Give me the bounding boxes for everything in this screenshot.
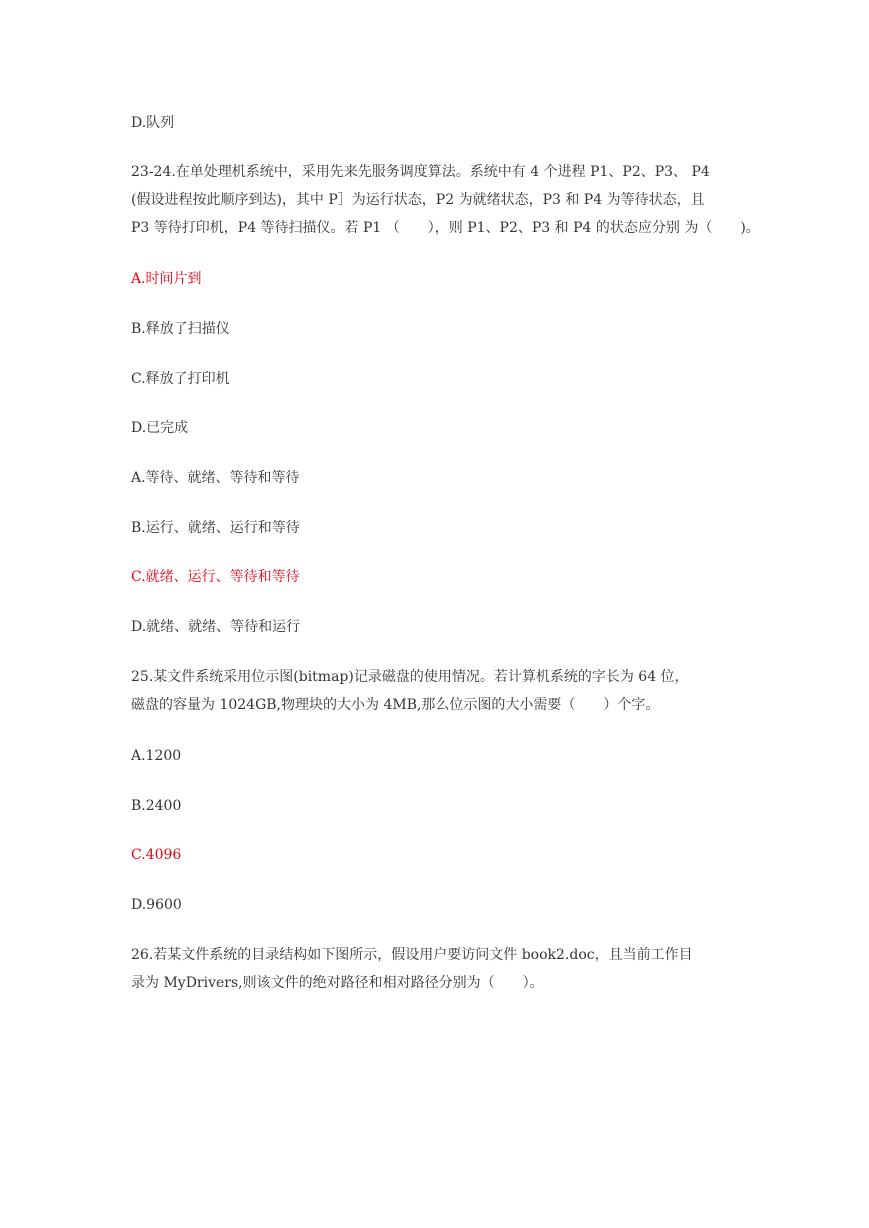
q25-option-b: B.2400 bbox=[131, 798, 182, 814]
q24-option-a: A.等待、就绪、等待和等待 bbox=[131, 470, 300, 486]
q26-question-line-2: 录为 MyDrivers,则该文件的绝对路径和相对路径分别为（ ）。 bbox=[131, 975, 544, 991]
q23-option-a-answer: A.时间片到 bbox=[131, 271, 202, 287]
q25-option-d: D.9600 bbox=[131, 897, 182, 913]
q23-option-d: D.已完成 bbox=[131, 420, 189, 436]
q23-24-question-line-2: (假设进程按此顺序到达)，其中 P］为运行状态，P2 为就绪状态，P3 和 P4 为等待状态，且 bbox=[131, 192, 705, 208]
q25-question-line-1: 25.某文件系统采用位示图(bitmap)记录磁盘的使用情况。若计算机系统的字长为 64 位， bbox=[131, 669, 689, 685]
q25-question-line-2: 磁盘的容量为 1024GB,物理块的大小为 4MB,那么位示图的大小需要（ ）个字。 bbox=[131, 697, 660, 713]
q25-option-c-answer: C.4096 bbox=[131, 847, 182, 863]
q23-option-b: B.释放了扫描仪 bbox=[131, 321, 230, 337]
q24-option-c-answer: C.就绪、运行、等待和等待 bbox=[131, 569, 300, 585]
q23-24-question-line-3: P3 等待打印机，P4 等待扫描仪。若 P1 （ ），则 P1、P2、P3 和 P4 的状态应分别 为（ )。 bbox=[131, 220, 760, 236]
q26-question-line-1: 26.若某文件系统的目录结构如下图所示，假设用户要访问文件 book2.doc，且当前工作目 bbox=[131, 947, 693, 963]
q22-option-d: D.队列 bbox=[131, 115, 175, 131]
q24-option-d: D.就绪、就绪、等待和运行 bbox=[131, 619, 301, 635]
q25-option-a: A.1200 bbox=[131, 748, 182, 764]
q23-option-c: C.释放了打印机 bbox=[131, 371, 230, 387]
q24-option-b: B.运行、就绪、运行和等待 bbox=[131, 520, 300, 536]
q23-24-question-line-1: 23-24.在单处理机系统中，采用先来先服务调度算法。系统中有 4 个进程 P1、P2、P3、 P4 bbox=[131, 164, 710, 180]
